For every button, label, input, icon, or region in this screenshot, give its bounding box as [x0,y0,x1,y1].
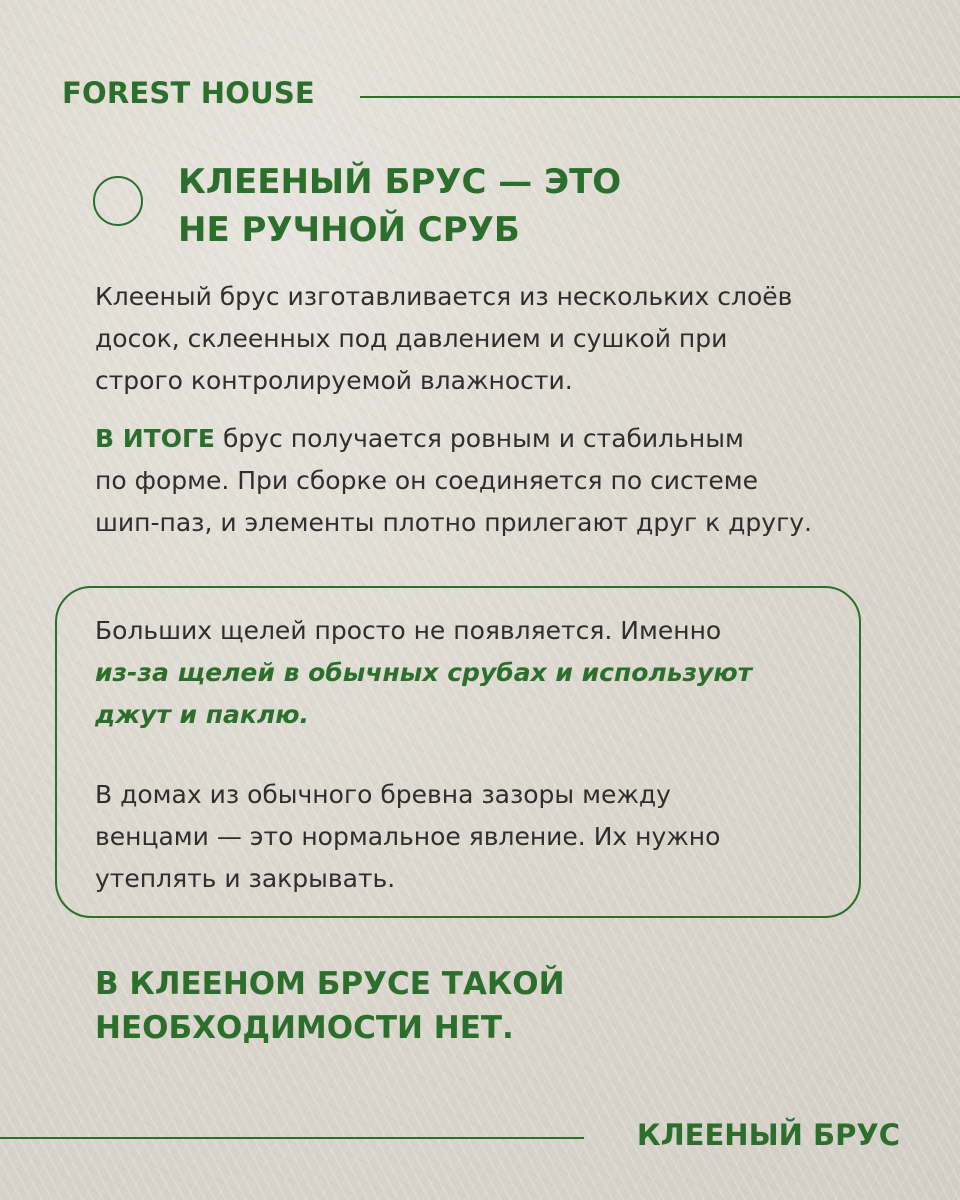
result-line-2: по форме. При сборке он соединяется по системе [95,466,758,495]
result-line-3: шип-паз, и элементы плотно прилегают друг к другу. [95,508,812,537]
info-box-p1-line-1: Больших щелей просто не появляется. Именно [95,616,722,645]
footer-tag: КЛЕЕНЫЙ БРУС [636,1118,900,1152]
footer-divider [0,1137,584,1139]
intro-line-1: Клееный брус изготавливается из нескольких слоёв [95,282,793,311]
info-box-p1-line-3: джут и паклю. [95,700,310,729]
intro-line-2: досок, склеенных под давлением и сушкой при [95,324,728,353]
info-box-p2-line-2: венцами — это нормальное явление. Их нужно [95,822,721,851]
info-box-p1-line-2: из-за щелей в обычных срубах и используют [95,658,753,687]
result-line-1-text: брус получается ровным и стабильным [215,424,744,453]
page-title-line-2: НЕ РУЧНОЙ СРУБ [178,210,520,250]
conclusion-line-2: НЕОБХОДИМОСТИ НЕТ. [95,1010,514,1046]
page-title-line-1: КЛЕЕНЫЙ БРУС — ЭТО [178,162,622,202]
circle-icon [93,176,143,226]
info-box-paragraph-2 [95,774,720,900]
result-line-1 [95,418,812,460]
info-box-p2-line-3: утеплять и закрывать. [95,864,396,893]
result-paragraph [95,418,812,544]
header-divider [360,96,960,98]
result-highlight: В ИТОГЕ [95,424,215,453]
info-box-paragraph-1 [95,610,752,736]
brand-name: FOREST HOUSE [62,76,315,110]
intro-line-3: строго контролируемой влажности. [95,366,573,395]
intro-paragraph [95,276,792,402]
page-title [178,158,621,254]
conclusion-line-1: В КЛЕЕНОМ БРУСЕ ТАКОЙ [95,966,565,1002]
info-box-p2-line-1: В домах из обычного бревна зазоры между [95,780,671,809]
conclusion-heading [95,962,565,1050]
